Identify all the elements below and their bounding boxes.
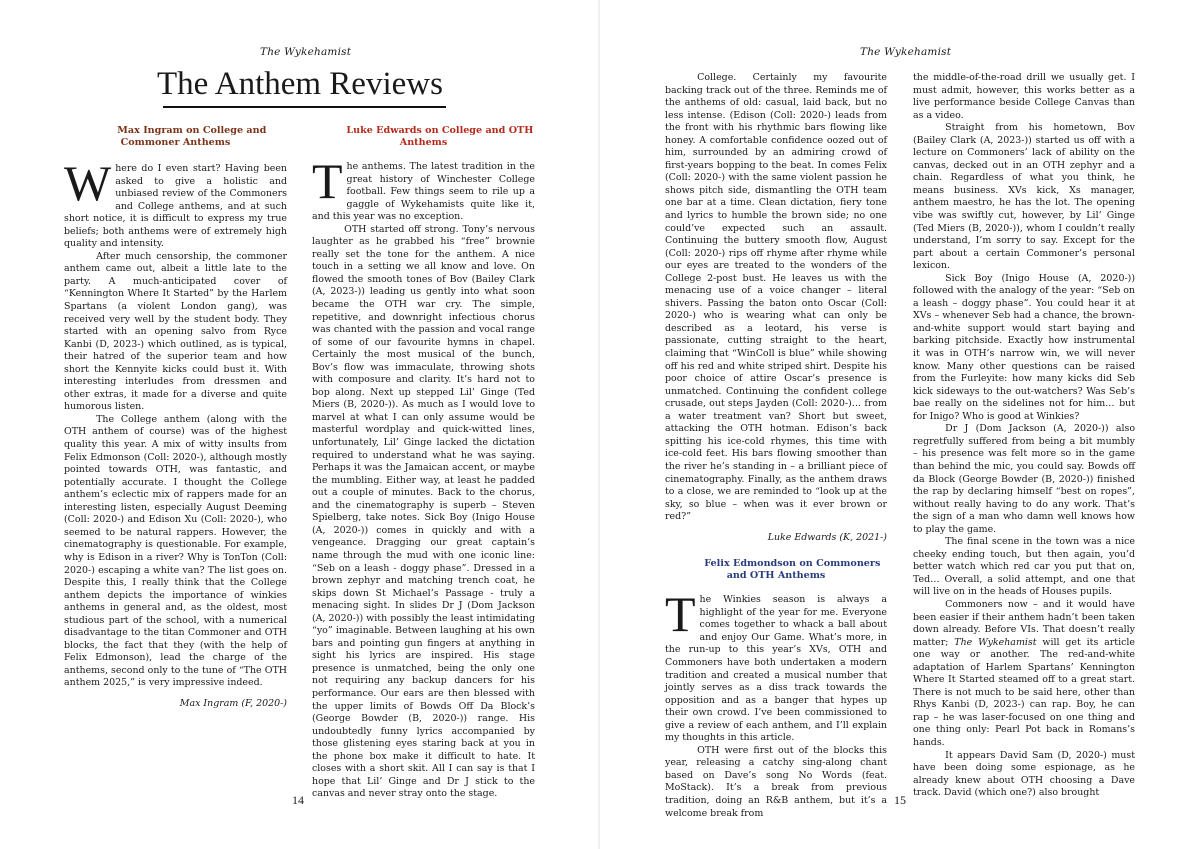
page-number-left: 14 <box>292 793 304 807</box>
publication-name: The Wykehamist <box>954 636 1037 648</box>
article3-paragraph-1: The Winkies season is always a highlight of the year for me. Everyone comes together to whack a ball about and enjoy Our Game. What’s more, in the run-up to this year’s XVs, OTH and Commoners have both undertaken a modern tradition and created a musical number that jointly serves as a diss track towards the opposition and as a banger that hypes up their own crowd. I’ve been commissioned to give a review of each anthem, and I’ll explain my thoughts in this article. <box>665 586 887 744</box>
article2-paragraph-1: The anthems. The latest tradition in the great history of Winchester College football. Few things seem to rile up a gaggle of Wykehamists quite like it, and this year was no exception. <box>312 153 535 223</box>
article1-dropcap: W <box>64 155 112 211</box>
article2-byline: Luke Edwards (K, 2021-) <box>767 531 887 543</box>
article1-heading: Max Ingram on College and Commoner Anthems <box>117 125 267 148</box>
masthead-right: The Wykehamist <box>860 46 952 58</box>
article2-paragraph-2: OTH started off strong. Tony’s nervous laughter as he grabbed his “free” brownie really set the tone for the anthem. A nice touch in a setting we all know and love. On flowed the smooth tones of Bov (Bailey Clark (A, 2023-)) leading us gently into what soon became the OTH war cry. The simple, repetitive, and downright infectious chorus was chanted with the passion and vocal range of some of our favourite hymns in chapel. Certainly the most musical of the bunch, Bov’s flow was immaculate, throwing shots with composure and clarity. It’s hard not to bop along. Next up stepped Lil’ Ginge (Ted Miers (B, 2020-)). As much as I would love to marvel at what I can only assume would be masterful wordplay and quick-witted lines, unfortunately, Lil’ Ginge lacked the dictation required to understand what he was saying. Perhaps it was the Jamaican accent, or maybe the mumbling. Either way, at least he padded out a couple of minutes. Back to the chorus, and the cinematography is superb – Steven Spielberg, take notes. Sick Boy (Inigo House (A, 2020-)) comes in quickly and with a vengeance. Dragging our great captain’s name through the mud with one iconic line: “Seb on a leash - doggy phase”. Dressed in a brown zephyr and matching trench coat, he skips down St Michael’s Passage - truly a menacing sight. In slides Dr J (Dom Jackson (A, 2020-)) with possibly the least intimidating “yo” imaginable. Between laughing at his own bars and pointing gun fingers at anything in sight his lyrics are inspired. His stage presence is unmatched, being the only one not requiring any backup dancers for his performance. Our ears are then blessed with the upper limits of Bowds Off Da Block’s (George Bowder (B, 2020-)) range. His undoubtedly funny lyrics accompanied by those glistening eyes staring back at you in the phone box make it difficult to hate. It closes with a short skit. All I can say is that I hope that Lil’ Ginge and Dr J stick to the canvas and never stray onto the stage. <box>312 223 535 800</box>
article3-dropcap: T <box>665 586 696 643</box>
title-underline <box>163 106 446 108</box>
article3-paragraph-7: The final scene in the town was a nice cheeky ending touch, but then again, you’d better watch which red car you put that on, Ted… Overall, a solid attempt, and one that will live on in the heads of Houses pupils. <box>913 536 1135 598</box>
article3-paragraph-6: Dr J (Dom Jackson (A, 2020-)) also regretfully suffered from being a bit mumbly – his presence was felt more so in the game than behind the mic, you could say. Bowds off da Block (George Bowder (B, 2020-)) finished the rap by declaring himself “best on ropes”, without really having to do any work. That’s the sign of a man who damn well knows how to play the game. <box>913 423 1135 535</box>
column-2 <box>312 125 535 800</box>
article3-paragraph-9: It appears David Sam (D, 2020-) must have been doing some espionage, as he already knew about OTH choosing a Dave track. David (which one?) also brought <box>913 749 1135 799</box>
article1-paragraph-2: After much censorship, the commoner anthem came out, albeit a little late to the party. A much-anticipated cover of “Kennington Where It Started” by the Harlem Spartans (a violent London gang), was received very well by the student body. They started with an opening salvo from Ryce Kanbi (D, 2023-) which outlined, as is typical, their hatred of the superior team and how short the Kennyite kicks could bust it. With interesting interludes from dressmen and other extras, it made for a diverse and quite humorous listen. <box>64 250 287 413</box>
article2-dropcap: T <box>312 153 343 209</box>
column-1 <box>64 125 287 725</box>
page-right <box>600 0 1200 849</box>
article2-paragraph-3: College. Certainly my favourite backing track out of the three. Reminds me of the anthems of old: casual, laid back, but no less intense. (Edison (Coll: 2020-) leads from the front with his rhythmic bars flowing like honey. A comfortable confidence oozed out of him, surrounded by an admiring crowd of first-years bopping to the beat. In comes Felix (Coll: 2020-) with the same violent passion he shows pitch side, dismantling the OTH team one bar at a time. Clean dictation, fiery tone and lyrics to humble the brown side; no one could’ve expected such an assault. Continuing the buttery smooth flow, August (Coll: 2020-) rips off rhyme after rhyme while our eyes are treated to the wonders of the College 2-post bust. He leaves us with the menacing use of a voice changer – literal shivers. Passing the baton onto Oscar (Coll: 2020-) who is wearing what can only be described as a leotard, his verse is passionate, cutting straight to the heart, claiming that “WinColl is blue” while showing off his red and white striped shirt. Despite his poor choice of attire Oscar’s presence is unmatched. Continuing the confident college crusade, out steps Jayden (Coll: 2020-)… from a water treatment van? Short but sweet, attacking the OTH hotman. Edison’s back spitting his ice-cold rhymes, this time with ice-cold feet. His bars flowing smoother than the river he’s standing in – a brilliant piece of cinematography. Finally, as the anthem draws to a close, we are reminded to “look up at the sky, so blue – when was it ever brown or red?” <box>665 72 887 523</box>
column-3 <box>665 72 887 819</box>
article1-byline: Max Ingram (F, 2020-) <box>179 697 287 709</box>
article3-paragraph-8: Commoners now – and it would have been easier if their anthem hadn’t been taken down already. Before VIs. That doesn’t really matter; The Wykehamist will get its article one way or another. The red-and-white adaptation of Harlem Spartans’ Kennington Where It Started steamed off to a great start. There is not much to be said here, other than Rhys Kanbi (D, 2023-) can rap. Boy, he can rap – he was laser-focused on one thing and one thing only: Pearl Pot back in Romans’s hands. <box>913 598 1135 748</box>
page-title: The Anthem Reviews <box>157 66 443 102</box>
article3-paragraph-3: the middle-of-the-road drill we usually get. I must admit, however, this works better as a live performance beside College Canvas than as a video. <box>913 72 1135 121</box>
column-4 <box>913 72 1135 799</box>
article1-paragraph-3: The College anthem (along with the OTH anthem of course) was of the highest quality this year. A mix of witty insults from Felix Edmonson (Coll: 2020-), although mostly pointed towards OTH, was fantastic, and potentially accurate. I thought the College anthem’s eclectic mix of rappers made for an interesting listen, especially August Deeming (Coll: 2020-) and Edison Xu (Coll: 2020-), who seemed to be natural rappers. However, the cinematography is questionable. For example, why is Edison in a river? Why is TonTon (Coll: 2020-) escaping a white van? The list goes on. Despite this, I really think that the College anthem depicts the importance of winkies anthems in general and, as the oldest, most studious part of the school, with a numerical disadvantage to the titan Commoner and OTH blocks, the fact that they (with the help of Felix Edmonson), lead the charge of the anthems, second only to the tune of “The OTH anthem 2025,” is very impressive indeed. <box>64 413 287 689</box>
article3-paragraph-5: Sick Boy (Inigo House (A, 2020-)) followed with the analogy of the year: “Seb on a leash – doggy phase”. You could hear it at XVs – whenever Seb had a chance, the brown-and-white support would start baying and barking pitchside. Exactly how instrumental it was in OTH’s narrow win, we will never know. Many other questions can be raised from the Furleyite: how many kicks did Seb kick sideways to the out-watchers? Was Seb’s bae really on the sidelines not for him… but for Inigo? Who is good at Winkies? <box>913 272 1135 422</box>
article3-paragraph-4: Straight from his hometown, Bov (Bailey Clark (A, 2023-)) started us off with a lecture on Commoners’ lack of ability on the canvas, decked out in an OTH zephyr and a chain. Regardless of what you think, he means business. XVs kick, Xs manager, anthem maestro, he has the lot. The opening vibe was swiftly cut, however, by Lil’ Ginge (Ted Miers (B, 2020-)), whom I couldn’t really understand, I’m sorry to say. Except for the part about a certain Commoner’s personal lexicon. <box>913 122 1135 272</box>
article2-heading: Luke Edwards on College and OTH Anthems <box>346 125 534 148</box>
article3-heading: Felix Edmondson on Commoners and OTH Anthems <box>704 558 881 582</box>
masthead-left: The Wykehamist <box>260 46 352 58</box>
page-number-right: 15 <box>894 793 906 807</box>
article1-paragraph-1: Where do I even start? Having been asked to give a holistic and unbiased review of the Commoners and College anthems, and at such short notice, it is difficult to express my true beliefs; both anthems were of extremely high quality and intensity. <box>64 155 287 250</box>
article3-paragraph-2: OTH were first out of the blocks this year, releasing a catchy sing-along chant based on Dave’s song No Words (feat. MoStack). It’s a break from previous tradition, doing an R&B anthem, but it’s a welcome break from <box>665 744 887 819</box>
